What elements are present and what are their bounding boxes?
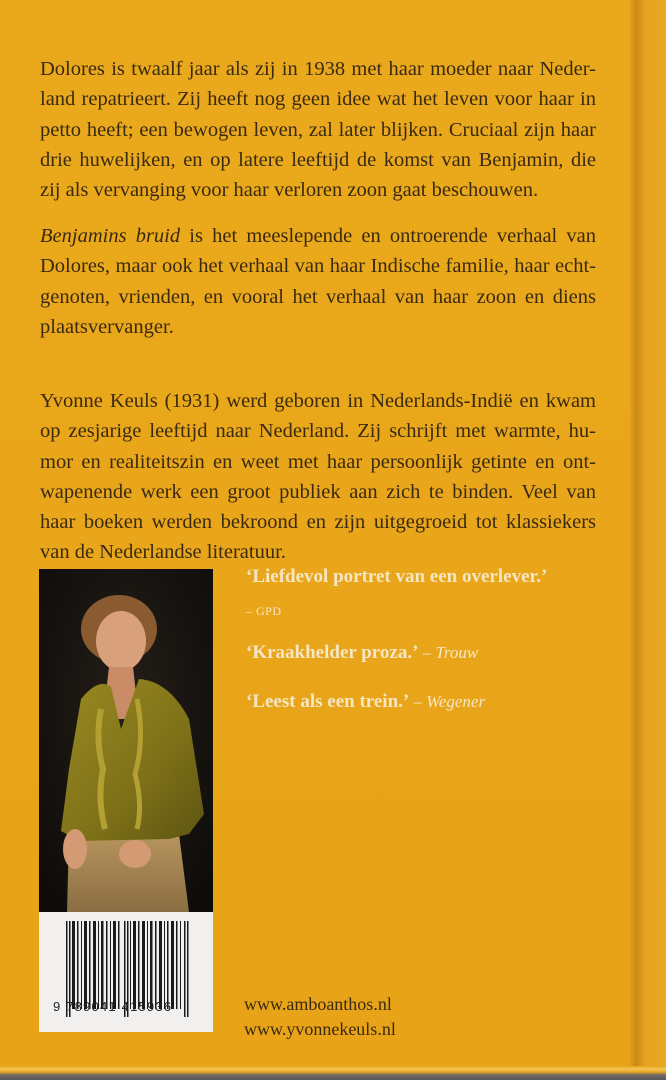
blurb-paragraph-2 bbox=[40, 221, 596, 342]
blurb-line: Dolores, maar ook het verhaal van haar Indische familie, haar echt- bbox=[40, 255, 596, 278]
bio-line: haar boeken werden bekroond en zijn uitgegroeid tot klassiekers bbox=[40, 511, 596, 534]
bio-line: Yvonne Keuls (1931) werd geboren in Nederlands-Indië en kwam bbox=[40, 390, 596, 412]
blurb-line bbox=[40, 221, 596, 251]
blurb-line-rest: is het meeslepende en ontroerende verhaal van bbox=[180, 225, 597, 247]
bio-line: op zesjarige leeftijd naar Nederland. Zij schrijft met warmte, hu- bbox=[40, 420, 596, 443]
author-photo-icon bbox=[39, 569, 213, 912]
isbn-number: 9 789041 415936 bbox=[53, 999, 173, 1014]
publisher-website-link[interactable]: www.amboanthos.nl bbox=[244, 994, 392, 1014]
quote-text: ‘Leest als een trein.’ bbox=[246, 691, 410, 712]
barcode bbox=[39, 912, 213, 1032]
book-bottom-edge bbox=[0, 1066, 666, 1080]
bio-line: mor en realiteitszin en weet met haar persoonlijk getinte en ont- bbox=[40, 450, 596, 473]
blurb-line: plaatsvervanger. bbox=[40, 315, 174, 338]
blurb-paragraph-1 bbox=[40, 54, 596, 205]
author-photo bbox=[39, 569, 213, 912]
website-links bbox=[244, 992, 396, 1042]
blurb-line: zij als vervanging voor haar verloren zoon gaat beschouwen. bbox=[40, 179, 539, 202]
quote-source: – Wegener bbox=[409, 692, 486, 711]
quote-text: ‘Kraakhelder proza.’ bbox=[246, 642, 419, 663]
quote-text: ‘Liefdevol portret van een overlever.’ bbox=[246, 566, 548, 587]
review-quote-2 bbox=[246, 642, 478, 664]
blurb-line: drie huwelijken, en op latere leeftijd de komst van Benjamin, die bbox=[40, 148, 596, 171]
review-quote-1 bbox=[246, 566, 547, 588]
author-bio-paragraph bbox=[40, 386, 596, 568]
blurb-line: petto heeft; een bewogen leven, zal later blijken. Cruciaal zijn haar bbox=[40, 118, 596, 141]
blurb-line: genoten, vrienden, en vooral het verhaal van haar zoon en diens bbox=[40, 285, 596, 308]
review-quote-3 bbox=[246, 691, 485, 713]
bio-line: van de Nederlandse literatuur. bbox=[40, 541, 286, 564]
bio-line: wapenende werk een groot publiek aan zich te binden. Veel van bbox=[40, 480, 596, 503]
quote-source: – GPD bbox=[246, 604, 282, 618]
book-title-italic: Benjamins bruid bbox=[40, 225, 181, 247]
review-source-1 bbox=[246, 602, 282, 620]
author-website-link[interactable]: www.yvonnekeuls.nl bbox=[244, 1019, 396, 1039]
blurb-line: land repatrieert. Zij heeft nog geen idee wat het leven voor haar in bbox=[40, 88, 596, 111]
book-spine bbox=[630, 0, 666, 1080]
blurb-line: Dolores is twaalf jaar als zij in 1938 met haar moeder naar Neder- bbox=[40, 58, 596, 80]
quote-source: – Trouw bbox=[418, 643, 479, 662]
